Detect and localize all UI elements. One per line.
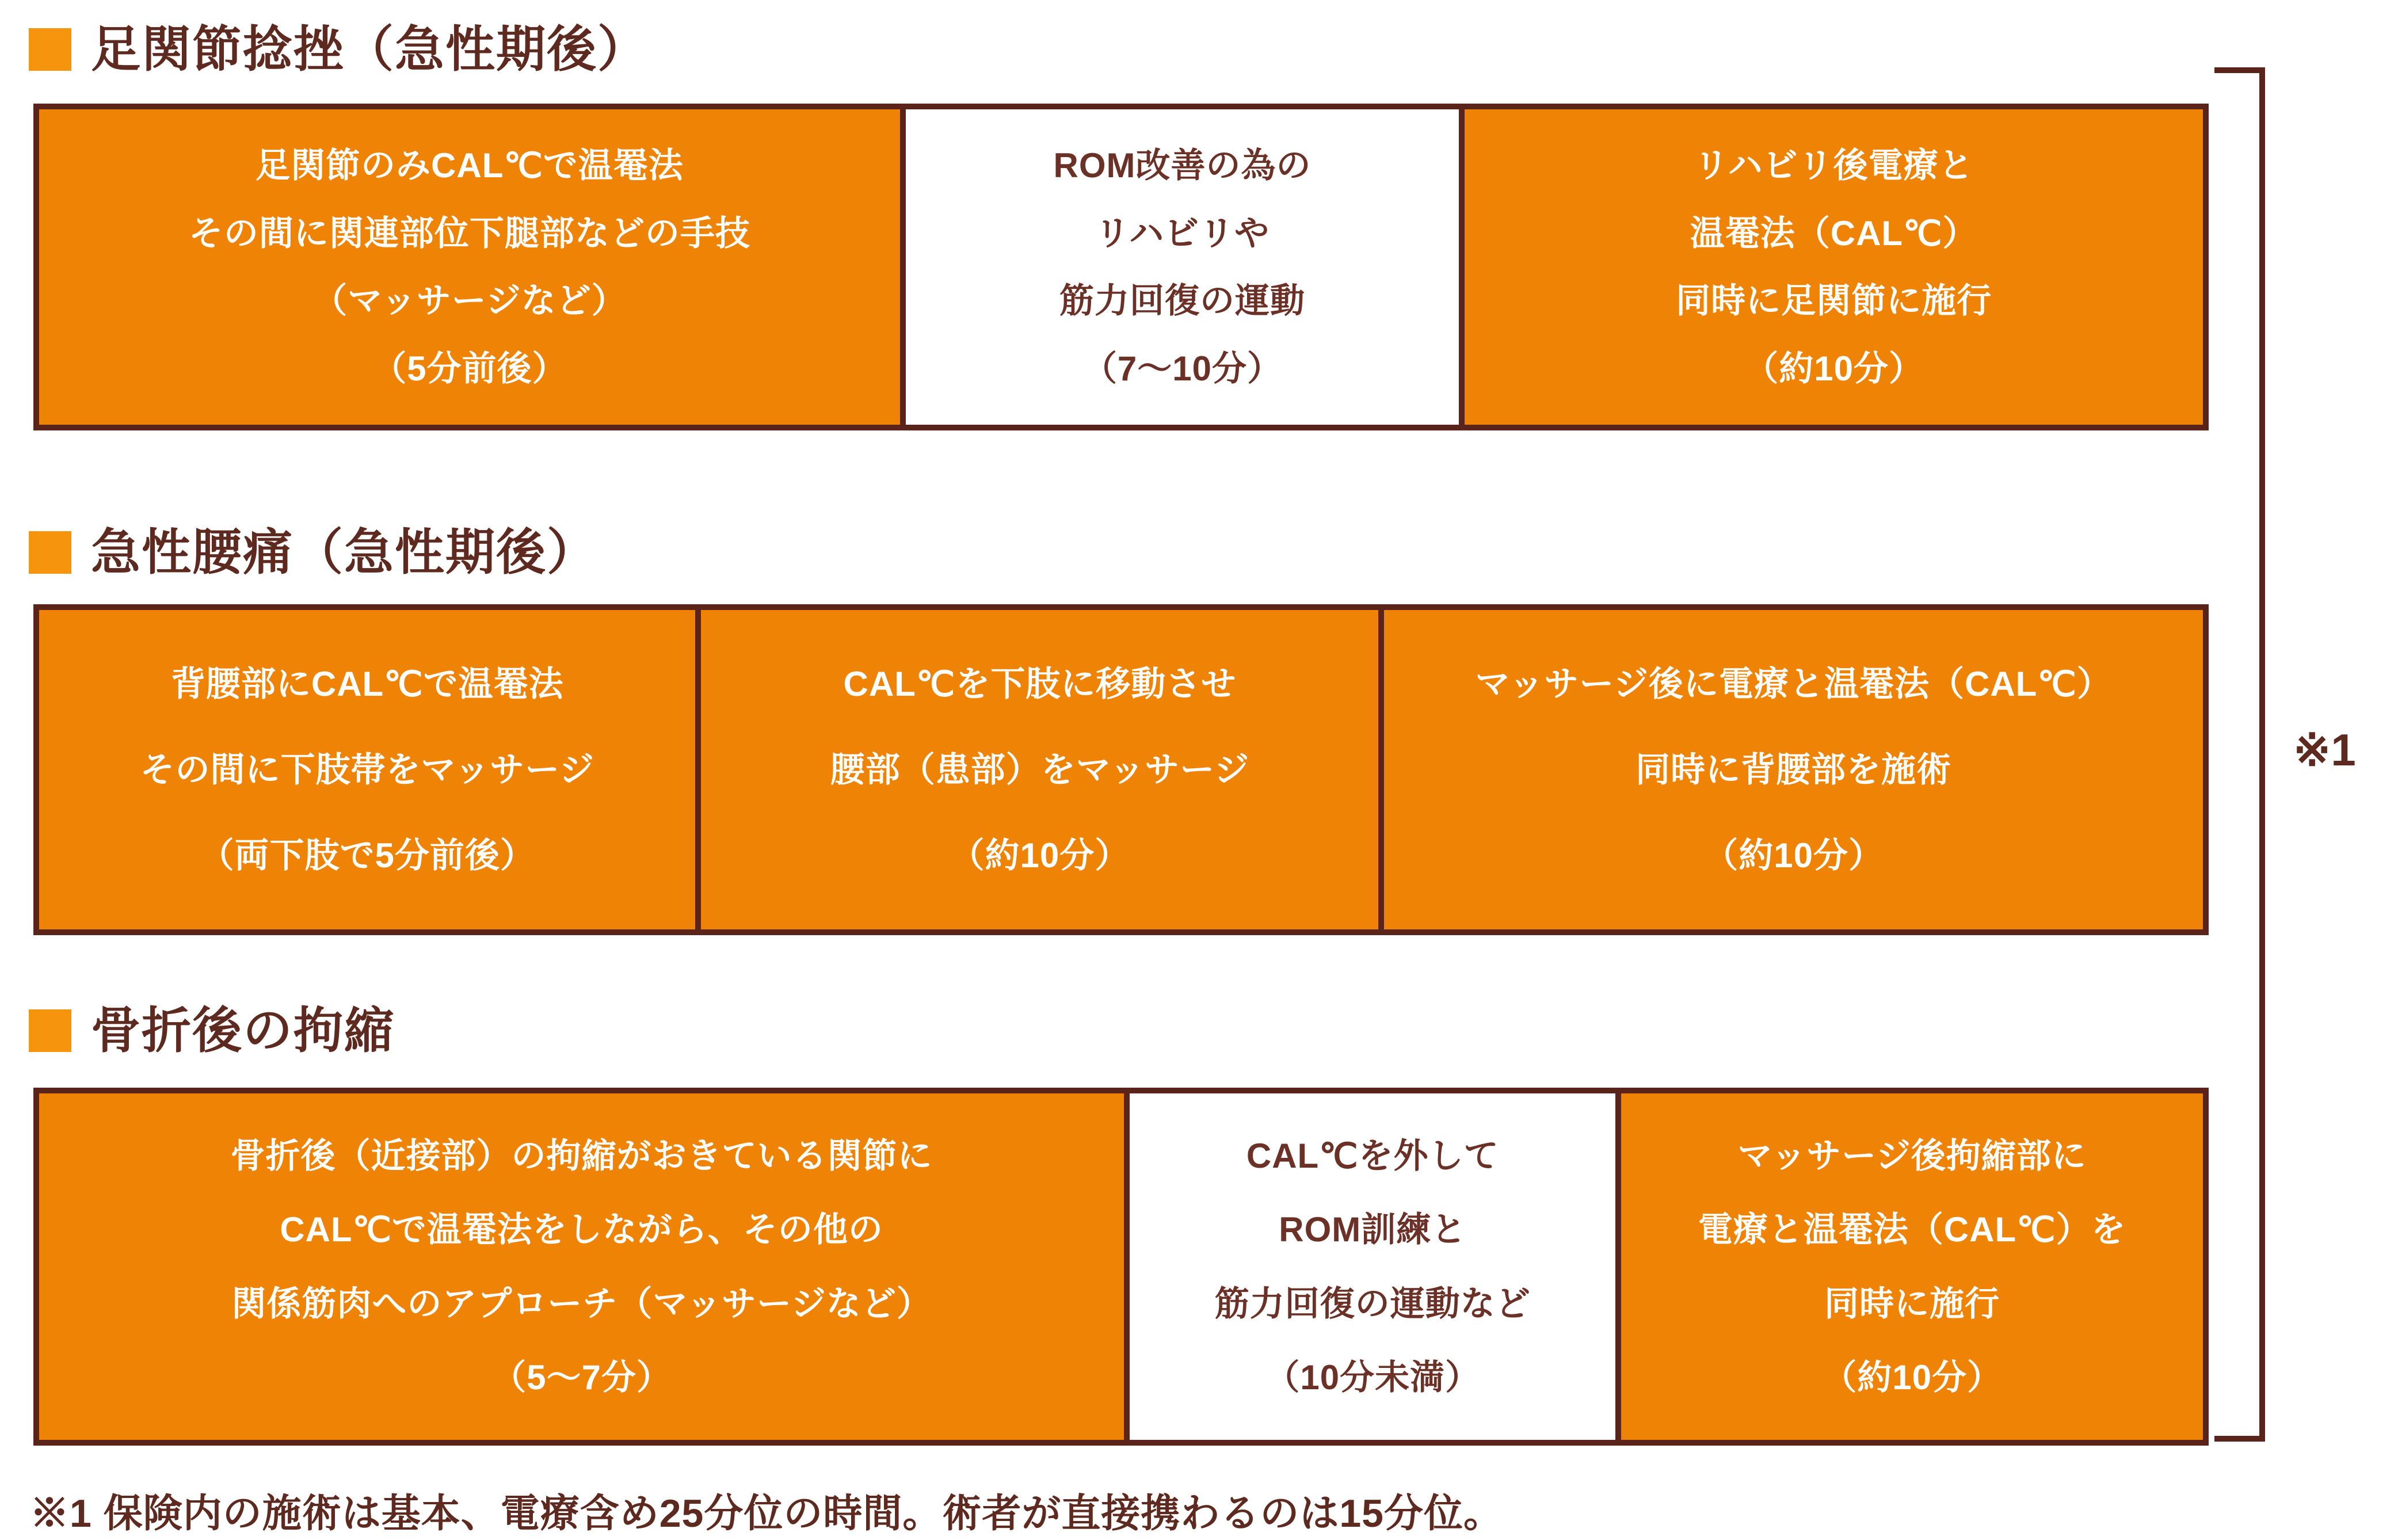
- flow-step-box: [1621, 1088, 2209, 1446]
- note-group-bracket: [2214, 67, 2265, 1442]
- flow-step-box: [1384, 604, 2209, 935]
- note-ref-label: ※1: [2293, 725, 2356, 775]
- flow-step-box: [33, 604, 701, 935]
- flow-step-text: （約10分）: [1822, 1358, 2003, 1397]
- section-header-ankle-sprain: [29, 22, 648, 77]
- flow-step-text: （約10分）: [1703, 836, 1884, 875]
- flow-step-text: （マッサージなど）: [312, 281, 627, 321]
- flow-step-text: 筋力回復の運動など: [1214, 1284, 1531, 1323]
- flow-step-box: [701, 604, 1384, 935]
- section-bullet-icon: [29, 28, 71, 71]
- flow-step-box: [33, 104, 906, 430]
- flow-step-text: リハビリや: [1095, 214, 1270, 253]
- flow-step-text: ROM改善の為の: [1053, 146, 1312, 185]
- flow-step-text: （7～10分）: [1082, 349, 1283, 388]
- section-title: 足関節捻挫（急性期後）: [91, 22, 648, 77]
- flow-step-text: （両下肢で5分前後）: [199, 836, 535, 875]
- flow-step-text: 足関節のみCAL℃で温罨法: [256, 146, 684, 185]
- flow-step-text: マッサージ後に電療と温罨法（CAL℃）: [1475, 665, 2112, 703]
- flow-step-text: 電療と温罨法（CAL℃）を: [1698, 1210, 2126, 1249]
- flow-step-text: ROM訓練と: [1279, 1210, 1467, 1249]
- section-title: 骨折後の拘縮: [91, 1003, 395, 1058]
- flow-step-box: [1130, 1088, 1621, 1446]
- section-title: 急性腰痛（急性期後）: [91, 525, 597, 580]
- flow-step-text: 骨折後（近接部）の拘縮がおきている関節に: [230, 1136, 933, 1175]
- flow-step-text: CAL℃で温罨法をしながら、その他の: [280, 1210, 883, 1249]
- flow-step-text: 筋力回復の運動: [1059, 281, 1305, 321]
- flow-step-text: その間に下肢帯をマッサージ: [140, 750, 594, 789]
- flow-step-box: [906, 104, 1465, 430]
- flow-step-text: 関係筋肉へのアプローチ（マッサージなど）: [231, 1284, 932, 1323]
- flow-step-box: [1465, 104, 2209, 430]
- flow-row-acute-low-back-pain: [33, 604, 2209, 935]
- section-header-acute-low-back-pain: [29, 525, 597, 580]
- flow-step-text: 腰部（患部）をマッサージ: [830, 750, 1250, 789]
- flow-step-text: マッサージ後拘縮部に: [1737, 1136, 2087, 1175]
- flow-row-post-fracture-contracture: [33, 1088, 2209, 1446]
- flow-step-text: CAL℃を外して: [1246, 1136, 1499, 1175]
- flow-step-text: 同時に背腰部を施術: [1635, 750, 1952, 789]
- flow-step-text: 同時に足関節に施行: [1676, 281, 1992, 321]
- flow-step-text: （約10分）: [1744, 349, 1924, 388]
- section-header-post-fracture-contracture: [29, 1003, 395, 1058]
- flow-step-text: 温罨法（CAL℃）: [1690, 214, 1978, 253]
- flow-step-text: CAL℃を下肢に移動させ: [843, 665, 1237, 703]
- footnote-text: ※1 保険内の施術は基本、電療含め25分位の時間。術者が直接携わるのは15分位。: [30, 1492, 1503, 1535]
- flow-step-text: （5分前後）: [372, 349, 567, 388]
- flow-step-text: （10分未満）: [1265, 1358, 1481, 1397]
- flow-step-text: （5～7分）: [491, 1358, 672, 1397]
- flow-step-text: 同時に施行: [1824, 1284, 2000, 1323]
- flow-step-text: リハビリ後電療と: [1694, 146, 1974, 185]
- flow-step-text: その間に関連部位下腿部などの手技: [188, 214, 750, 253]
- section-bullet-icon: [29, 1009, 71, 1052]
- flow-step-text: 背腰部にCAL℃で温罨法: [170, 665, 564, 703]
- flow-step-box: [33, 1088, 1130, 1446]
- flow-row-ankle-sprain: [33, 104, 2209, 430]
- section-bullet-icon: [29, 531, 71, 574]
- flow-step-text: （約10分）: [950, 836, 1130, 875]
